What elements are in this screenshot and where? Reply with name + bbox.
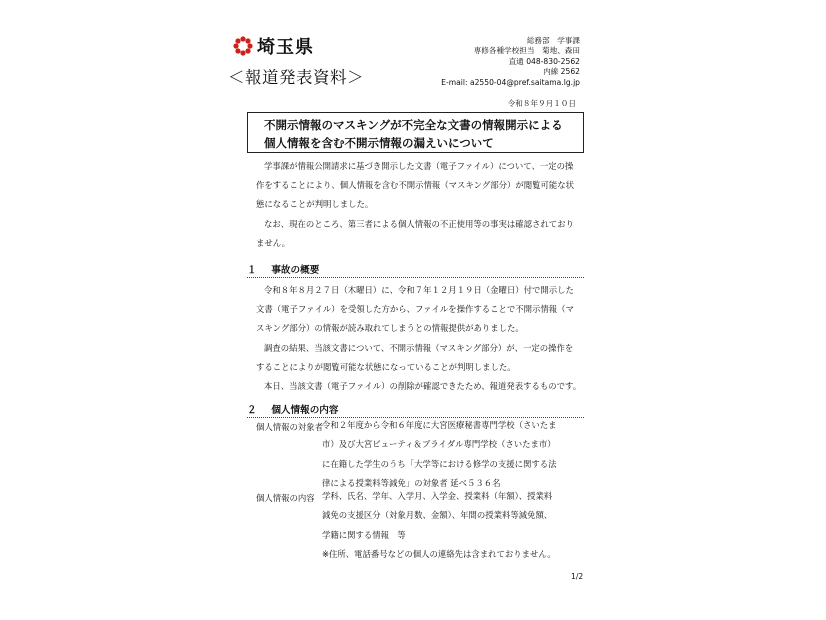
section-title: 事故の概要 bbox=[271, 265, 320, 276]
text-line: 文書（電子ファイル）を受領した方から、ファイルを操作することで不開示情報（マ bbox=[256, 304, 574, 315]
intro-paragraph bbox=[256, 157, 584, 253]
section-heading bbox=[247, 262, 319, 276]
section-number: ２ bbox=[247, 405, 257, 416]
contact-line: 直通 048-830-2562 bbox=[508, 56, 580, 66]
content-label: 個人情報の内容 bbox=[256, 493, 315, 503]
text-line: 本日、当該文書（電子ファイル）の削除が確認できたため、報道発表するものです。 bbox=[264, 381, 582, 392]
page-number: 1/2 bbox=[571, 572, 584, 581]
prefecture-name: 埼玉県 bbox=[257, 37, 314, 58]
saitama-prefecture-emblem-icon bbox=[233, 36, 253, 56]
subject-detail bbox=[322, 416, 557, 493]
section-heading bbox=[247, 402, 339, 416]
text-line: ません。 bbox=[256, 237, 291, 248]
text-line: 市）及び大宮ビューティ＆ブライダル専門学校（さいたま市） bbox=[322, 439, 556, 450]
text-line: 学籍に関する情報 等 bbox=[322, 529, 406, 540]
release-date: 令和８年９月１０日 bbox=[507, 99, 576, 108]
text-line: 令和２年度から令和６年度に大宮医療秘書専門学校（さいたま bbox=[322, 420, 557, 430]
section-title: 個人情報の内容 bbox=[271, 405, 339, 416]
section-divider bbox=[247, 277, 584, 278]
contact-line: 総務部 学事課 bbox=[526, 36, 580, 45]
section-number: １ bbox=[247, 265, 257, 276]
contact-line: 内線 2562 bbox=[543, 67, 580, 77]
title-box bbox=[247, 112, 584, 153]
contact-block bbox=[441, 36, 580, 88]
title-line: 個人情報を含む不開示情報の漏えいについて bbox=[264, 136, 494, 150]
text-line: 律による授業料等減免」の対象者 延べ５３６名 bbox=[322, 477, 501, 488]
text-line: に在籍した学生のうち「大学等における修学の支援に関する法 bbox=[322, 458, 557, 469]
text-line: 学事課が情報公開請求に基づき開示した文書（電子ファイル）について、一定の操 bbox=[264, 161, 574, 171]
text-line: 作をすることにより、個人情報を含む不開示情報（マスキング部分）が閲覧可能な状 bbox=[256, 180, 574, 191]
text-line: することによりが閲覧可能な状態になっていることが判明しました。 bbox=[256, 361, 516, 372]
text-line: 令和８年８月２７日（木曜日）に、令和７年１２月１９日（金曜日）付で開示した bbox=[264, 285, 574, 295]
title-line: 不開示情報のマスキングが不完全な文書の情報開示による bbox=[264, 118, 563, 132]
contact-email: E-mail: a2550-04@pref.saitama.lg.jp bbox=[441, 77, 580, 87]
contact-line: 専修各種学校担当 菊地、森田 bbox=[473, 46, 580, 56]
text-line: ※住所、電話番号などの個人の連絡先は含まれておりません。 bbox=[322, 548, 556, 559]
prefecture-logo bbox=[233, 33, 314, 59]
text-line: 態になることが判明しました。 bbox=[256, 199, 374, 210]
text-line: 学科、氏名、学年、入学月、入学金、授業料（年額）、授業料 bbox=[322, 491, 553, 501]
subject-label: 個人情報の対象者 bbox=[256, 422, 323, 432]
content-detail bbox=[322, 487, 556, 564]
text-line: 調査の結果、当該文書について、不開示情報（マスキング部分）が、一定の操作を bbox=[264, 342, 574, 353]
section1-body bbox=[256, 281, 584, 396]
document-type-label: ＜報道発表資料＞ bbox=[228, 68, 364, 87]
text-line: スキング部分）の情報が読み取れてしまうとの情報提供がありました。 bbox=[256, 323, 524, 334]
text-line: 減免の支援区分（対象月数、金額）、年間の授業料等減免額、 bbox=[322, 510, 553, 521]
text-line: なお、現在のところ、第三者による個人情報の不正使用等の事実は確認されており bbox=[264, 218, 574, 229]
